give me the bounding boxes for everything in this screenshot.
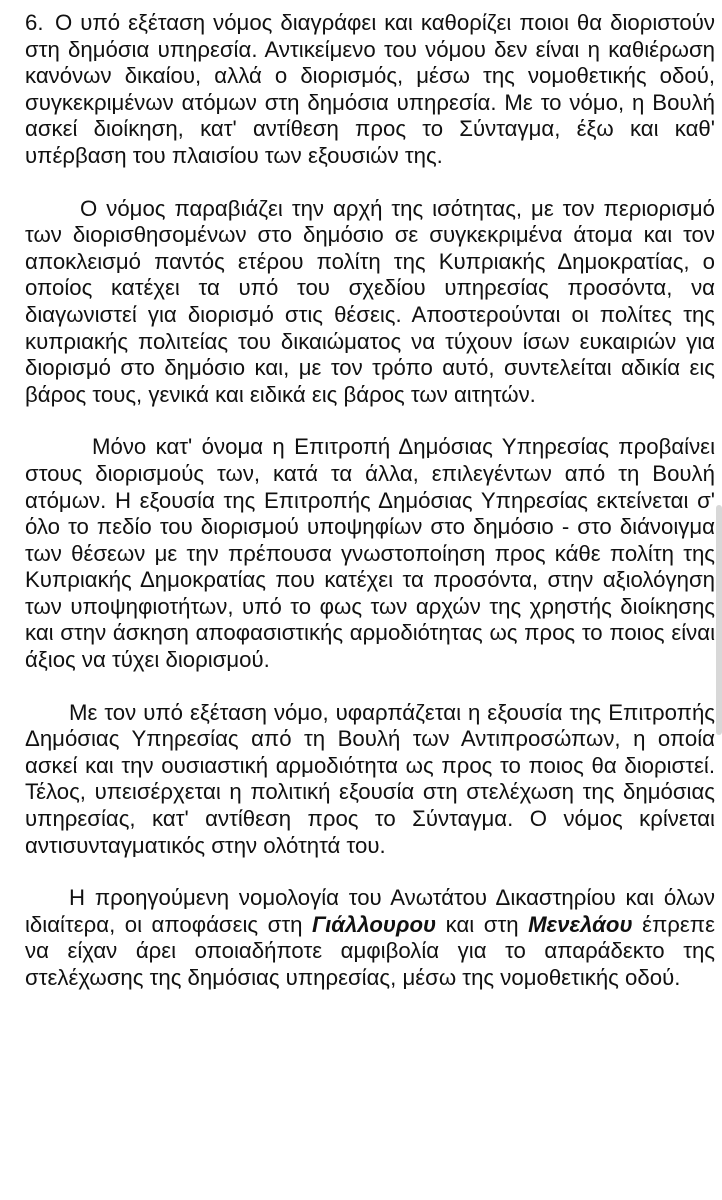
case-name-menelaou: Μενελάου xyxy=(528,911,633,937)
paragraph-2-text: Ο νόμος παραβιάζει την αρχή της ισότητας, με τον περιορισμό των διορισθησομένων στο δημόσιο σε συγκεκριμένα άτομα και τον αποκλεισμό παντός ετέρου πολίτη της Κυπριακής Δημοκρατίας, ο οποίος κατέχει τα υπό του σχεδίου υπηρεσίας προσόντα, να διαγωνιστεί για διορισμό στις θέσεις. Αποστερούνται οι πολίτες της κυπριακής πολιτείας του δικαιώματος να τύχουν ίσων ευκαιριών για διορισμό στο δημόσιο και, με τον τρόπο αυτό, συντελείται αδικία εις βάρος τους, γενικά και ειδικά εις βάρος των αιτητών. xyxy=(25,195,715,407)
paragraph-5 xyxy=(25,885,715,991)
scrollbar-thumb[interactable] xyxy=(716,505,722,735)
paragraph-4 xyxy=(25,700,715,860)
paragraph-5-text-b: και στη xyxy=(436,911,529,937)
paragraph-3 xyxy=(25,434,715,673)
section-number: 6. xyxy=(25,10,44,35)
paragraph-4-text: Με τον υπό εξέταση νόμο, υφαρπάζεται η εξουσία της Επιτροπής Δημόσιας Υπηρεσίας από τη Βουλή των Αντιπροσώπων, η οποία ασκεί και την ουσιαστική αρμοδιότητα ως προς το ποιος θα διοριστεί. Τέλος, υπεισέρχεται η πολιτική εξουσία στη στελέχωση της δημόσιας υπηρεσίας, κατ' αντίθεση προς το Σύνταγμα. Ο νόμος κρίνεται αντισυνταγματικός στην ολότητά του. xyxy=(25,699,715,858)
paragraph-5-text-c: έπρεπε να είχαν άρει οποιαδήποτε αμφιβολία για το απαράδεκτο της στελέχωσης της δημόσιας υπηρεσίας, μέσω της νομοθετικής οδού. xyxy=(25,911,716,990)
paragraph-1-text: Ο υπό εξέταση νόμος διαγράφει και καθορίζει ποιοι θα διοριστούν στη δημόσια υπηρεσία. Αντικείμενο του νόμου δεν είναι η καθιέρωση κανόνων δικαίου, αλλά ο διορισμός, μέσω της νομοθετικής οδού, συγκεκριμένων ατόμων στη δημόσια υπηρεσία. Με το νόμο, η Βουλή ασκεί διοίκηση, κατ' αντίθεση προς το Σύνταγμα, έξω και καθ' υπέρβαση του πλαισίου των εξουσιών της. xyxy=(25,10,715,168)
paragraph-5-text-a: Η προηγούμενη νομολογία του Ανωτάτου Δικαστηρίου και όλων ιδιαίτερα, οι αποφάσεις στη xyxy=(25,885,715,937)
paragraph-3-text: Μόνο κατ' όνομα η Επιτροπή Δημόσιας Υπηρεσίας προβαίνει στους διορισμούς των, κατά τα άλλα, επιλεγέντων από τη Βουλή ατόμων. Η εξουσία της Επιτροπής Δημόσιας Υπηρεσίας εκτείνεται σ' όλο το πεδίο του διορισμού υποψηφίων στο δημόσιο - στο διάνοιγμα των θέσεων με την πρέπουσα γνωστοποίηση προς κάθε πολίτη της Κυπριακής Δημοκρατίας που κατέχει τα προσόντα, στην αξιολόγηση των υποψηφιοτήτων, υπό το φως των αρχών της χρηστής διοίκησης και στην άσκηση αποφασιστικής αρμοδιότητας ως προς το ποιος είναι άξιος να τύχει διορισμού. xyxy=(25,434,715,673)
paragraph-1 xyxy=(25,10,715,170)
paragraph-2 xyxy=(25,196,715,409)
case-name-giallourou: Γιάλλουρου xyxy=(311,911,437,937)
document-page xyxy=(25,10,715,1018)
